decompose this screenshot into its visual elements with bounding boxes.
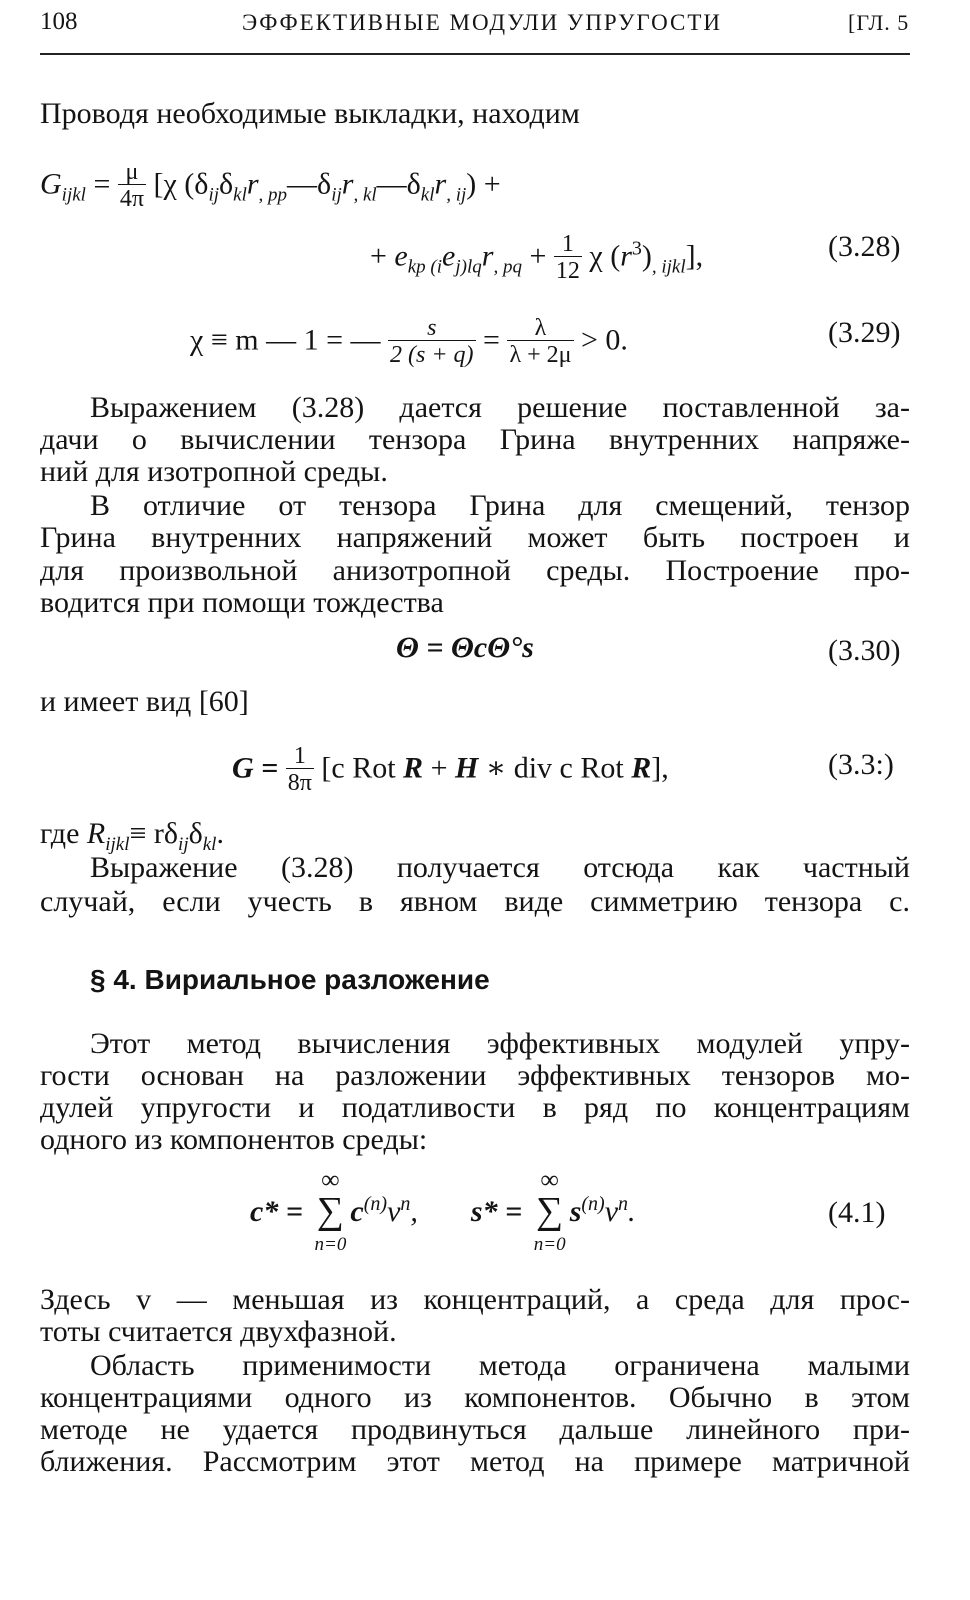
- para4-line-4: одного из компонентов среды:: [40, 1123, 428, 1156]
- eq-3-29-chi: χ ≡ m — 1 = —: [190, 323, 381, 357]
- eq-4-1-left-vsup: n: [400, 1192, 411, 1215]
- chapter-label: [ГЛ. 5: [848, 10, 910, 35]
- eq-3-28-coef-den: 4π: [119, 186, 144, 212]
- equation-3-28-label: (3.28): [828, 230, 901, 263]
- eq-3-29-frac1-num: s: [427, 315, 437, 341]
- intro-line: Проводя необходимые выкладки, находим: [40, 97, 580, 130]
- eq-3-29-frac2-num: λ: [534, 315, 547, 341]
- eq-4-1-left-sup: (n): [363, 1192, 388, 1215]
- eq-3-29-tail: > 0.: [581, 323, 628, 357]
- eq-3-28-coef-num: μ: [125, 159, 139, 185]
- para2-line-1: В отличие от тензора Грина для смещений, тензор: [90, 489, 910, 522]
- para4-line-1: Этот метод вычисления эффективных модулей упру-: [90, 1027, 910, 1060]
- eq-4-1-right-vsup: n: [618, 1192, 629, 1215]
- eq-3-29-equals: =: [483, 323, 500, 357]
- eq-3-28-half-den: 12: [555, 258, 580, 284]
- where-end: .: [216, 817, 224, 850]
- eq-3-29-frac2-den: λ + 2μ: [509, 342, 572, 368]
- eq-3-31-frac-den: 8π: [287, 770, 312, 796]
- eq-4-1-left-v: v: [387, 1194, 401, 1228]
- para1-line-3: ний для изотропной среды.: [40, 455, 388, 488]
- where-sub2: ij: [178, 834, 189, 855]
- para6-line-4: ближения. Рассмотрим этот метод на примере матричной: [40, 1445, 910, 1478]
- running-title: ЭФФЕКТИВНЫЕ МОДУЛИ УПРУГОСТИ: [242, 10, 723, 35]
- eq-3-28-coefficient: [118, 160, 146, 213]
- where-rest2: δ: [188, 817, 203, 850]
- eq-4-1-right-v: v: [604, 1194, 619, 1228]
- where-R: R: [86, 817, 106, 850]
- eq-3-31-body-d: ],: [651, 751, 669, 785]
- eq-4-1-right-sum-bot: n=0: [533, 1234, 566, 1255]
- eq-4-1-right-sum-sign: ∑: [536, 1190, 564, 1232]
- page-number: 108: [40, 8, 78, 35]
- para4-line-3: дулей упругости и податливости в ряд по концентрациям: [40, 1091, 910, 1124]
- eq-3-28-half-num: 1: [561, 231, 574, 257]
- eq-3-28-lhs-sub: ijkl: [61, 184, 86, 206]
- eq-3-31-H: H: [454, 751, 479, 785]
- equation-3-28-line-1: $G_{ijkl}$ = $\frac{\mu}{4\pi}$ [χ $(\delta_{ij}\delta_{kl}r_{, pp}—\delta_{ij}r_{, kl}—\delta_{kl}r_{, ij})$ +: [40, 159, 501, 212]
- para1-line-1: Выражением (3.28) дается решение поставленной за-: [90, 391, 910, 424]
- para2-line-2: Грина внутренних напряжений может быть построен и: [40, 521, 910, 554]
- eq-3-29-fraction-1: [388, 316, 476, 369]
- equation-3-29: [190, 316, 628, 369]
- eq-3-31-body-b: +: [423, 751, 455, 785]
- where-word: где: [40, 817, 80, 850]
- para3-line-1: Выражение (3.28) получается отсюда как частный: [90, 851, 910, 884]
- eq-3-28-half-fraction: [554, 232, 582, 285]
- eq-4-1-right-sup: (n): [581, 1192, 605, 1215]
- where-R-sub: ijkl: [105, 834, 130, 855]
- header-rule: [40, 53, 910, 55]
- eq-3-31-lhs: G =: [232, 751, 279, 785]
- eq-3-31-body-a: [c Rot: [321, 751, 404, 785]
- para6-line-2: концентрациями одного из компонентов. Обычно в этом: [40, 1381, 910, 1414]
- para6-line-3: методе не удается продвинуться дальше линейного при-: [40, 1413, 910, 1446]
- eq-3-31-body-c: ∗ div c Rot: [478, 751, 632, 785]
- para5-line-2: тоты считается двухфазной.: [40, 1315, 397, 1348]
- para3-line-2: случай, если учесть в явном виде симметрию тензора c.: [40, 885, 910, 918]
- eq-3-29-fraction-2: [507, 316, 573, 369]
- para6-line-1: Область применимости метода ограничена малыми: [90, 1349, 910, 1382]
- where-sub3: kl: [202, 834, 217, 855]
- equation-4-1: c* = ∞ ∑ n=0 $c^{(n)}v^n$, s* = ∞ ∑ n=0 $s^{(n)}v^n$.: [250, 1168, 636, 1260]
- equation-3-29-label: (3.29): [828, 316, 901, 349]
- eq-3-31-R1: R: [403, 751, 424, 785]
- equation-4-1-label: (4.1): [828, 1196, 886, 1229]
- eq-4-1-left-sum: [310, 1165, 350, 1260]
- section-heading: § 4. Вириальное разложение: [90, 964, 490, 995]
- eq-3-31-R2: R: [631, 751, 652, 785]
- eq-3-31-fraction: [286, 744, 314, 797]
- equation-3-31: [232, 744, 669, 797]
- where-rest: ≡ rδ: [129, 817, 179, 850]
- eq-4-1-left-sum-sign: ∑: [316, 1190, 344, 1232]
- para2-line-3: для произвольной анизотропной среды. Построение про-: [40, 554, 910, 587]
- eq-4-1-left-lhs: c* =: [250, 1194, 303, 1228]
- eq-3-29-frac1-den: 2 (s + q): [390, 342, 474, 368]
- eq-4-1-left-sum-top: ∞: [321, 1165, 340, 1194]
- eq-4-1-right-term: s: [569, 1194, 582, 1228]
- eq-4-1-right-sum: [530, 1165, 570, 1260]
- eq-4-1-left-term: c: [350, 1194, 364, 1228]
- para4-line-2: гости основан на разложении эффективных тензоров мо-: [40, 1059, 910, 1092]
- para1-line-2: дачи о вычислении тензора Грина внутренних напряже-: [40, 423, 910, 456]
- equation-3-30: Θ = ΘcΘ°s: [396, 631, 534, 664]
- eq-4-1-right-lhs: s* =: [470, 1194, 523, 1228]
- eq-3-28-lhs: G: [40, 167, 62, 201]
- equation-3-31-label: (3.3:): [828, 748, 894, 781]
- para5-line-1: Здесь v — меньшая из концентраций, а среда для прос-: [40, 1283, 910, 1316]
- equation-3-30-label: (3.30): [828, 634, 901, 667]
- reference-line: и имеет вид [60]: [40, 685, 249, 718]
- eq-3-31-frac-num: 1: [293, 743, 306, 769]
- equation-3-28-line-2: + $e_{kp (i}e_{j)lq}r_{, pq}$ + $\frac{1}{12}$ χ $(r^3)_{, ijkl}$],: [370, 231, 704, 284]
- eq-3-28-body-start: [χ (δ: [153, 167, 209, 201]
- eq-4-1-left-sum-bot: n=0: [314, 1234, 347, 1255]
- para2-line-4: водится при помощи тождества: [40, 586, 444, 619]
- eq-4-1-right-sum-top: ∞: [540, 1165, 559, 1194]
